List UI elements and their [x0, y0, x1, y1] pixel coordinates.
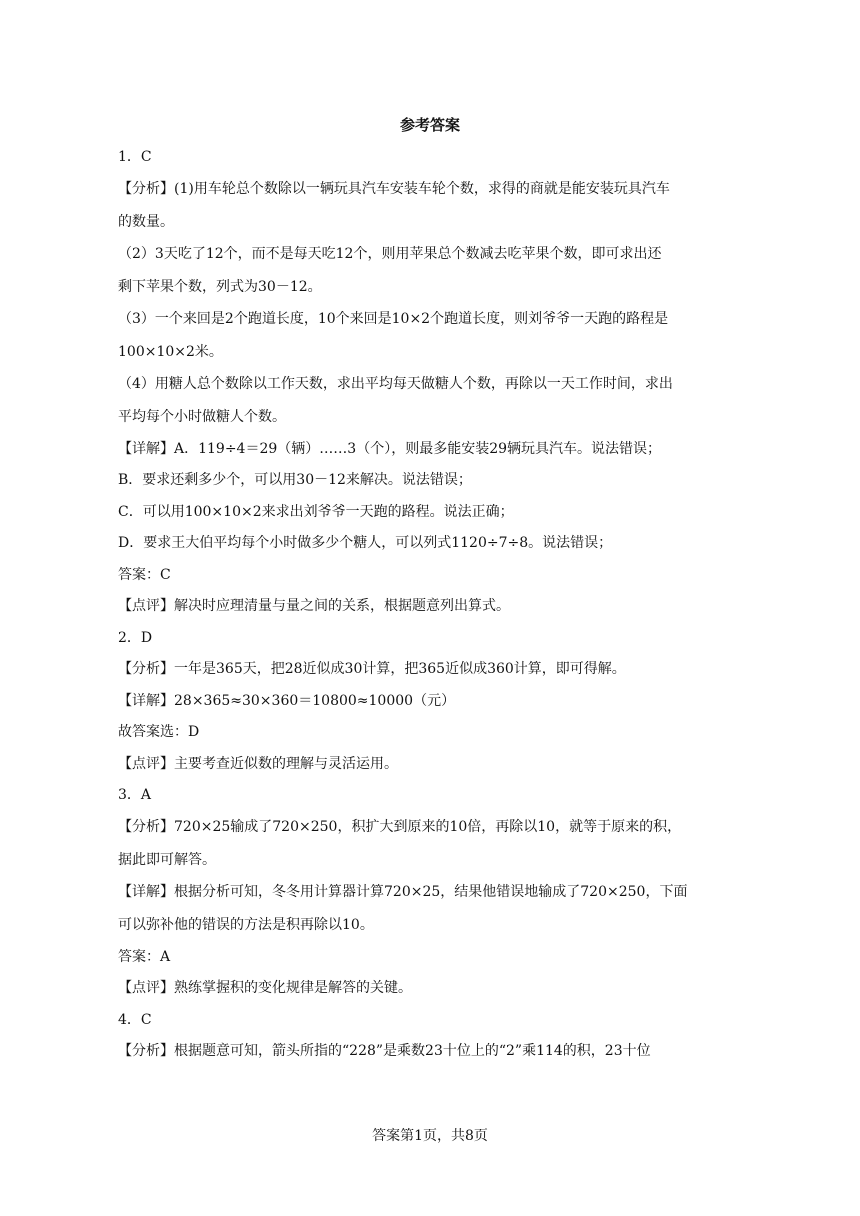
text-line: 【详解】28×365≈30×360＝10800≈10000（元） [118, 692, 456, 709]
text-line: 【详解】根据分析可知，冬冬用计算器计算720×25，结果他错误地输成了720×250，下面 [118, 883, 688, 900]
text-line: （4）用糖人总个数除以工作天数，求出平均每天做糖人个数，再除以一天工作时间，求出 [118, 375, 673, 392]
text-line: 答案：A [118, 948, 171, 965]
text-line: 剩下苹果个数，列式为30－12。 [118, 279, 322, 295]
text-line: （2）3天吃了12个，而不是每天吃12个，则用苹果总个数减去吃苹果个数，即可求出还 [118, 245, 662, 262]
page-footer: 答案第1页，共8页 [372, 1128, 488, 1144]
text-line: 答案：C [118, 566, 171, 583]
text-line: （3）一个来回是2个跑道长度，10个来回是10×2个跑道长度，则刘爷爷一天跑的路程是 [118, 310, 669, 327]
text-line: 【分析】一年是365天，把28近似成30计算，把365近似成360计算，即可得解。 [118, 661, 626, 677]
text-line: 3．A [118, 787, 152, 803]
text-line: 的数量。 [118, 214, 174, 230]
text-line: D．要求王大伯平均每个小时做多少个糖人，可以列式1120÷7÷8。说法错误； [118, 535, 613, 551]
text-line: 100×10×2米。 [118, 344, 223, 360]
text-line: 故答案选：D [118, 724, 200, 740]
text-line: 【详解】A．119÷4＝29（辆）……3（个），则最多能安装29辆玩具汽车。说法错误； [118, 440, 662, 457]
text-line: 【点评】解决时应理清量与量之间的关系，根据题意列出算式。 [118, 598, 510, 614]
text-line: 【分析】720×25输成了720×250，积扩大到原来的10倍，再除以10，就等于原来的积， [118, 818, 682, 835]
text-line: 平均每个小时做糖人个数。 [118, 409, 286, 425]
text-line: 【分析】(1)用车轮总个数除以一辆玩具汽车安装车轮个数，求得的商就是能安装玩具汽车 [118, 180, 670, 197]
answer-content [118, 143, 738, 1069]
text-line: 【点评】主要考查近似数的理解与灵活运用。 [118, 755, 398, 772]
text-line: B．要求还剩多少个，可以用30－12来解决。说法错误； [118, 472, 472, 488]
text-line: 【分析】根据题意可知，箭头所指的“228”是乘数23十位上的“2”乘114的积，23十位 [118, 1043, 651, 1059]
text-line: 【点评】熟练掌握积的变化规律是解答的关键。 [118, 980, 412, 996]
text-line: 4．C [118, 1011, 152, 1028]
page-title: 参考答案 [399, 116, 460, 134]
text-line: 1．C [118, 149, 152, 165]
text-line: 2．D [118, 629, 153, 646]
text-line: 可以弥补他的错误的方法是积再除以10。 [118, 917, 374, 933]
text-line: C．可以用100×10×2来求出刘爷爷一天跑的路程。说法正确； [118, 503, 514, 520]
text-line: 据此即可解答。 [118, 852, 216, 868]
